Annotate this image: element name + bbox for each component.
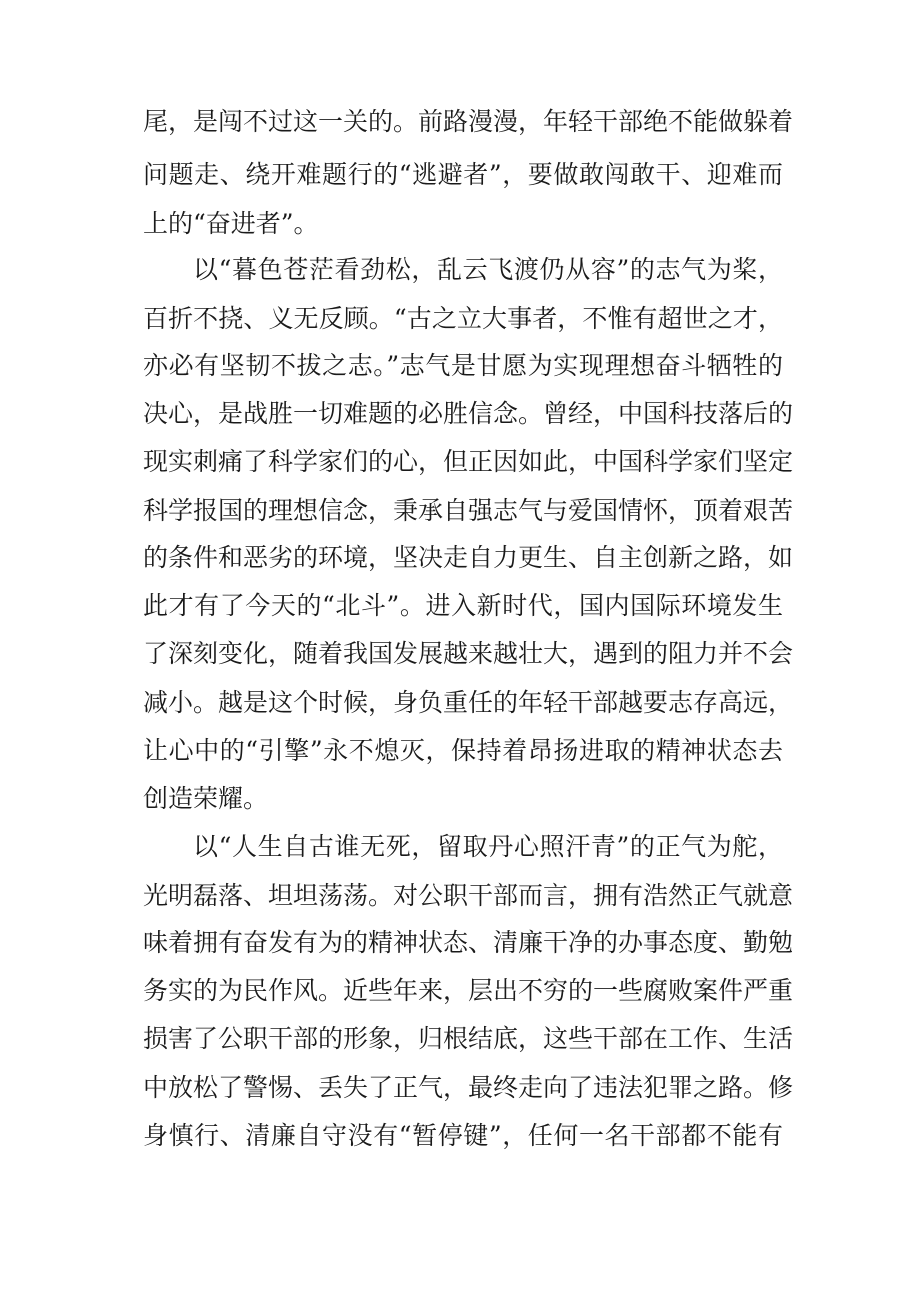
paragraph-2-line-5: 现实刺痛了科学家们的心，但正因如此，中国科学家们坚定 (143, 447, 794, 476)
paragraph-2-line-11: 让心中的“引擎”永不熄灭，保持着昂扬进取的精神状态去 (143, 736, 783, 765)
paragraph-2-line-12: 创造荣耀。 (143, 784, 269, 813)
paragraph-3-line-7: 身慎行、清廉自守没有“暂停键”，任何一名干部都不能有 (143, 1121, 783, 1150)
paragraph-2-line-10: 减小。越是这个时候，身负重任的年轻干部越要志存高远， (143, 688, 794, 717)
paragraph-1-line-3: 上的“奋进者”。 (143, 209, 319, 238)
paragraph-3-line-3: 味着拥有奋发有为的精神状态、清廉干净的办事态度、勤勉 (143, 928, 794, 957)
paragraph-3-line-1: 以“人生自古谁无死，留取丹心照汗青”的正气为舵， (193, 832, 783, 861)
paragraph-3-line-2: 光明磊落、坦坦荡荡。对公职干部而言，拥有浩然正气就意 (143, 881, 794, 910)
paragraph-3-line-5: 损害了公职干部的形象，归根结底，这些干部在工作、生活 (143, 1024, 794, 1053)
paragraph-2-line-3: 亦必有坚韧不拔之志。”志气是甘愿为实现理想奋斗牺牲的 (143, 351, 783, 380)
paragraph-2-line-6: 科学报国的理想信念，秉承自强志气与爱国情怀，顶着艰苦 (143, 496, 794, 525)
paragraph-2-line-4: 决心，是战胜一切难题的必胜信念。曾经，中国科技落后的 (143, 399, 794, 428)
paragraph-3-line-4: 务实的为民作风。近些年来，层出不穷的一些腐败案件严重 (143, 976, 794, 1005)
paragraph-3-line-6: 中放松了警惕、丢失了正气，最终走向了违法犯罪之路。修 (143, 1073, 794, 1102)
paragraph-2-line-1: 以“暮色苍茫看劲松，乱云飞渡仍从容”的志气为桨， (193, 255, 783, 284)
paragraph-2-line-7: 的条件和恶劣的环境，坚决走自力更生、自主创新之路，如 (143, 543, 794, 572)
paragraph-2-line-8: 此才有了今天的“北斗”。进入新时代，国内国际环境发生 (143, 591, 783, 620)
paragraph-1-line-1: 尾，是闯不过这一关的。前路漫漫，年轻干部绝不能做躲着 (143, 107, 794, 136)
paragraph-1-line-2: 问题走、绕开难题行的“逃避者”，要做敢闯敢干、迎难而 (143, 160, 783, 189)
paragraph-2-line-9: 了深刻变化，随着我国发展越来越壮大，遇到的阻力并不会 (143, 639, 794, 668)
paragraph-2-line-2: 百折不挠、义无反顾。“古之立大事者，不惟有超世之才， (143, 304, 783, 333)
